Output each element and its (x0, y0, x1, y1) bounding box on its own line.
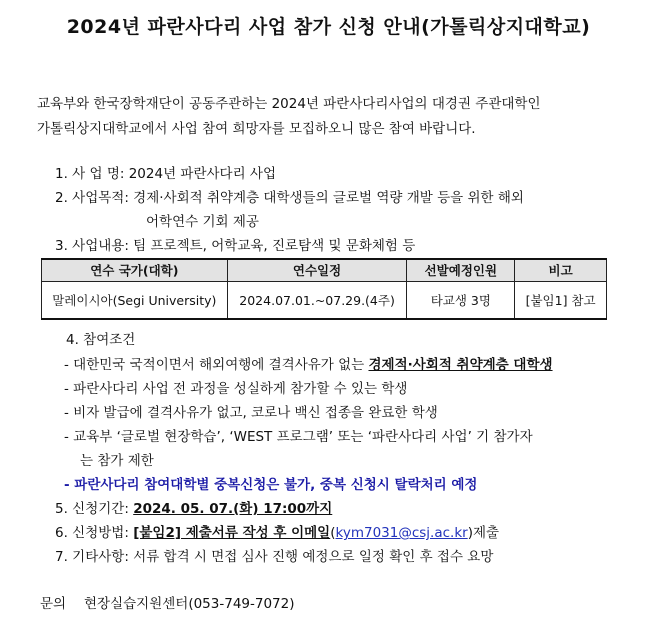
application-method (55, 521, 499, 541)
header-schedule: 연수일정 (227, 259, 407, 281)
condition-nationality-emphasis: 경제적·사회적 취약계층 대학생 (368, 357, 553, 373)
application-period (55, 497, 332, 517)
item-business-name: 1. 사 업 명: 2024년 파란사다리 사업 (55, 166, 276, 182)
application-method-label: 6. 신청방법: (55, 525, 134, 541)
other-notes: 7. 기타사항: 서류 합격 시 면접 심사 진행 예정으로 일정 확인 후 접수 요망 (55, 549, 494, 565)
header-quota: 선발예정인원 (407, 259, 515, 281)
application-period-label: 5. 신청기간: (55, 501, 134, 517)
page-title: 2024년 파란사다리 사업 참가 신청 안내(가톨릭상지대학교) (66, 16, 591, 38)
application-period-value: 2024. 05. 07.(화) 17:00까지 (133, 501, 333, 517)
intro-paragraph (37, 92, 637, 142)
condition-sincere: - 파란사다리 사업 전 과정을 성실하게 참가할 수 있는 학생 (64, 381, 408, 397)
application-method-suffix: 제출 (472, 525, 500, 541)
table-row (42, 281, 607, 319)
intro-line-2: 가톨릭상지대학교에서 사업 참여 희망자를 모집하오니 많은 참여 바랍니다. (37, 121, 476, 137)
condition-nationality (64, 353, 553, 373)
cell-quota: 타교생 3명 (407, 281, 515, 319)
condition-prior-participant-line-1: - 교육부 ‘글로벌 현장학습’, ‘WEST 프로그램’ 또는 ‘파란사다리 사업’ 기 참가자 (64, 429, 533, 445)
cell-note: [붙임1] 참고 (515, 281, 607, 319)
condition-nationality-text: - 대한민국 국적이면서 해외여행에 결격사유가 없는 (64, 357, 369, 373)
table-header-row (42, 259, 607, 281)
item-content: 3. 사업내용: 팀 프로젝트, 어학교육, 진로탐색 및 문화체험 등 (55, 238, 416, 254)
condition-prior-participant-line-2: 는 참가 제한 (80, 453, 154, 469)
email-close-paren: ) (467, 525, 473, 541)
contact-value: 현장실습지원센터(053-749-7072) (84, 596, 295, 612)
contact-label: 문의 (40, 596, 67, 612)
header-note: 비고 (515, 259, 607, 281)
application-method-emphasis: [붙임2] 제출서류 작성 후 이메일 (133, 525, 331, 541)
conditions-heading: 4. 참여조건 (66, 332, 136, 348)
condition-duplicate-warning: - 파란사다리 참여대학별 중복신청은 불가, 중복 신청시 탈락처리 예정 (64, 477, 478, 493)
header-country: 연수 국가(대학) (42, 259, 228, 281)
email-open-paren: ( (330, 525, 336, 541)
intro-line-1: 교육부와 한국장학재단이 공동주관하는 2024년 파란사다리사업의 대경권 주관대학인 (37, 96, 541, 112)
cell-country: 말레이시아(Segi University) (42, 281, 228, 319)
condition-visa: - 비자 발급에 결격사유가 없고, 코로나 백신 접종을 완료한 학생 (64, 405, 438, 421)
item-purpose-line-2: 어학연수 기회 제공 (146, 214, 259, 230)
email-link[interactable]: kym7031@csj.ac.kr (335, 525, 468, 541)
program-table (41, 258, 607, 320)
cell-schedule: 2024.07.01.~07.29.(4주) (227, 281, 407, 319)
item-purpose-line-1: 2. 사업목적: 경제·사회적 취약계층 대학생들의 글로벌 역량 개발 등을 위한 해외 (55, 190, 524, 206)
